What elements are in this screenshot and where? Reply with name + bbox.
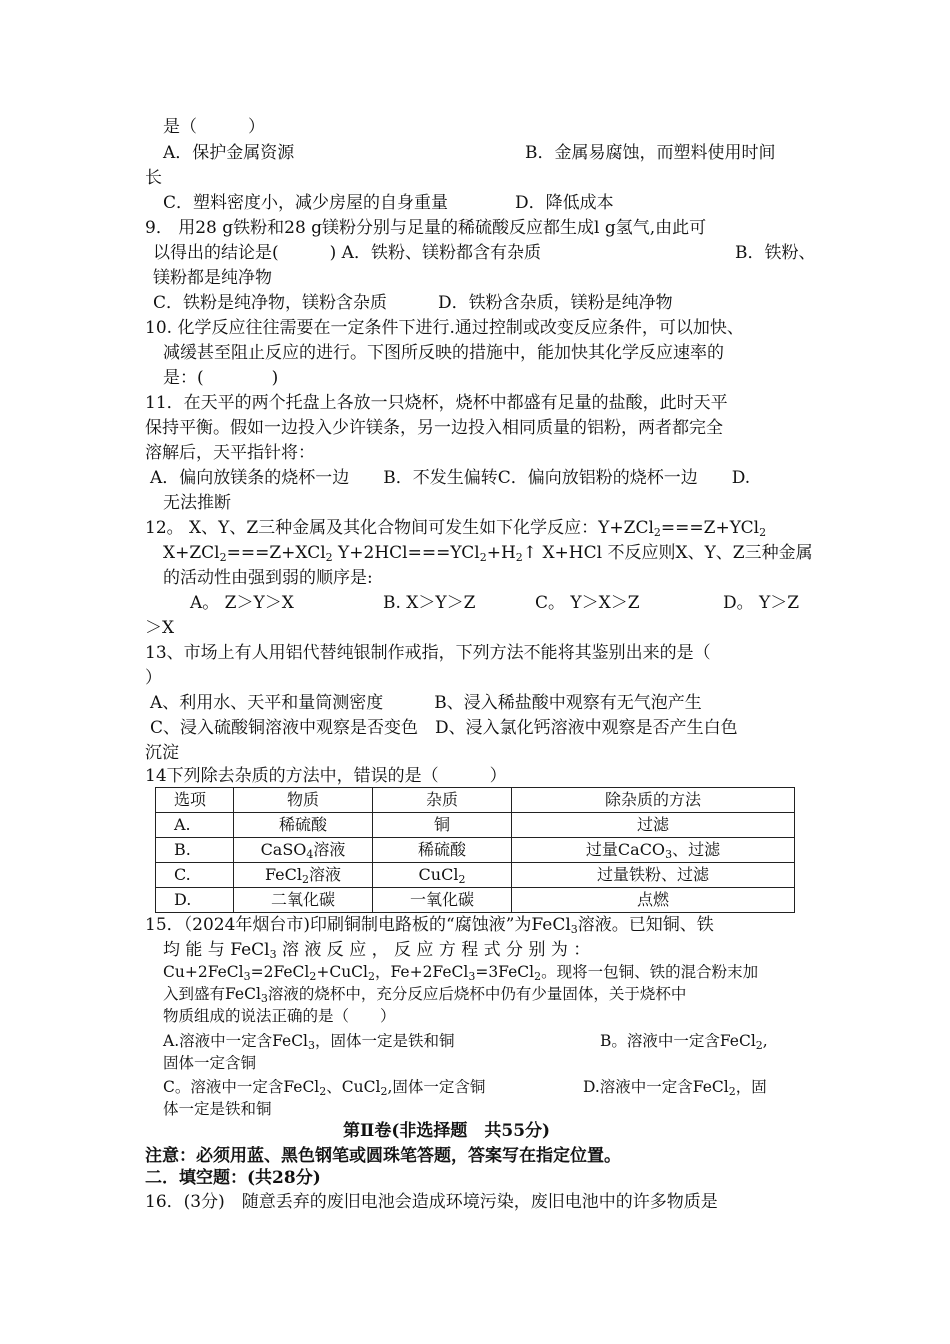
q14-table [155,787,795,913]
q12-line3: 的活动性由强到弱的顺序是: [163,568,373,588]
q15-option-d-wrap: 体一定是铁和铜 [163,1100,272,1118]
q15-line1: 15．（2024年烟台市)印刷铜制电路板的“腐蚀液”为FeCl$_3$溶液。已知铜、铁 [145,915,714,936]
section-2-title: 第Ⅱ卷(非选择题 共55分) [343,1121,551,1141]
q11-option-d-wrap: 无法推断 [163,493,231,513]
table-header-cell: 选项 [156,788,234,813]
table-cell: 过滤 [512,813,795,838]
q9-line1: 9． 用28 g铁粉和28 g镁粉分别与足量的稀硫酸反应都生成l g氢气,由此可 [145,218,707,238]
table-cell: A. [156,813,234,838]
table-cell: CuCl$_2$ [373,863,512,888]
q9-line4: C．铁粉是纯净物，镁粉含杂质 D．铁粉含杂质，镁粉是纯净物 [153,293,673,313]
q15-option-d: D.溶液中一定含FeCl$_2$，固 [583,1078,767,1098]
q11-line3: 溶解后，天平指针将： [145,443,315,463]
q11-line2: 保持平衡。假如一边投入少许镁条，另一边投入相同质量的铝粉，两者都完全 [145,418,723,438]
table-cell: 稀硫酸 [234,813,373,838]
table-row [156,813,795,838]
table-cell: 铜 [373,813,512,838]
table-row [156,838,795,863]
table-cell: 一氧化碳 [373,888,512,913]
q9-line2: 以得出的结论是( ) A．铁粉、镁粉都含有杂质 [153,243,541,263]
q14-stem: 14下列除去杂质的方法中，错误的是（ ） [145,766,507,786]
q16-line1: 16．(3分) 随意丢弃的废旧电池会造成环境污染，废旧电池中的许多物质是 [145,1192,718,1212]
q8-option-b-wrap: 长 [145,168,162,188]
table-cell: D. [156,888,234,913]
q12-option-d: D。 Y＞Z [723,593,800,613]
q8-stem-end: 是（ ） [163,117,265,137]
q10-line2: 减缓甚至阻止反应的进行。下图所反映的措施中，能加快其化学反应速率的 [163,343,724,363]
table-header-row [156,788,795,813]
table-header-cell: 物质 [234,788,373,813]
q11-line1: 11．在天平的两个托盘上各放一只烧杯，烧杯中都盛有足量的盐酸，此时天平 [145,393,728,413]
table-header-cell: 杂质 [373,788,512,813]
table-cell: 点燃 [512,888,795,913]
q8-option-b: B．金属易腐蚀，而塑料使用时间 [525,143,776,163]
q10-line3: 是：( ) [163,368,279,388]
q12-option-d-wrap: ＞X [145,618,175,638]
q11-options: A．偏向放镁条的烧杯一边 B．不发生偏转C．偏向放铝粉的烧杯一边 D. [150,468,751,488]
table-row [156,863,795,888]
fill-in-heading: 二．填空题：(共28分) [145,1168,321,1188]
q8-option-a: A．保护金属资源 [163,143,295,163]
table-cell: 二氧化碳 [234,888,373,913]
q13-options-cd: C、浸入硫酸铜溶液中观察是否变色 D、浸入氯化钙溶液中观察是否产生白色 [150,718,738,738]
q15-line3: Cu+2FeCl$_3$=2FeCl$_2$+CuCl$_2$，Fe+2FeCl$_3$=3FeCl$_2$。现将一包铜、铁的混合粉末加 [163,963,759,983]
q15-option-b-wrap: 固体一定含铜 [163,1054,257,1072]
table-row [156,888,795,913]
q12-line2: X+ZCl$_2$===Z+XCl$_2$ $Y+2HCl===YCl_2+H_2↑$ X+HCl 不反应则X、Y、Z三种金属 [163,543,813,564]
q12-option-c: C。 Y＞X＞Z [535,593,640,613]
q13-options-ab: A、利用水、天平和量筒测密度 B、浸入稀盐酸中观察有无气泡产生 [150,693,702,713]
q9-option-b: B．铁粉、 [735,243,816,263]
table-cell: CaSO$_4$溶液 [234,838,373,863]
q10-line1: 10. 化学反应往往需要在一定条件下进行.通过控制或改变反应条件，可以加快、 [145,318,744,338]
table-cell: C. [156,863,234,888]
table-cell: 过量CaCO$_3$、过滤 [512,838,795,863]
q13-option-d-wrap: 沉淀 [145,743,179,763]
q13-line2: ） [145,668,162,688]
q12-option-a: A。 Z＞Y＞X [190,593,294,613]
table-cell: 稀硫酸 [373,838,512,863]
q8-option-d: D．降低成本 [515,193,614,213]
q15-option-c: C。溶液中一定含FeCl$_2$、CuCl$_2$,固体一定含铜 [163,1078,486,1098]
q15-line5: 物质组成的说法正确的是（ ） [163,1007,396,1025]
q15-option-b: B。溶液中一定含FeCl$_2$, [600,1032,768,1052]
table-cell: 过量铁粉、过滤 [512,863,795,888]
q12-option-b: B. X＞Y＞Z [383,593,476,613]
q13-line1: 13、市场上有人用铝代替纯银制作戒指，下列方法不能将其鉴别出来的是（ [145,643,711,663]
q8-option-c: C．塑料密度小，减少房屋的自身重量 [163,193,449,213]
table-cell: B. [156,838,234,863]
q15-option-a: A.溶液中一定含FeCl$_3$，固体一定是铁和铜 [163,1032,455,1052]
q15-line2: 均 能 与 FeCl$_3$ 溶 液 反 应 ， 反 应 方 程 式 分 别 为 ： [163,940,591,961]
q12-line1: 12。 X、Y、Z三种金属及其化合物间可发生如下化学反应：Y+ZCl$_2$===Z+YCl$_2$ [145,518,767,539]
q15-line4: 入到盛有FeCl$_3$溶液的烧杯中，充分反应后烧杯中仍有少量固体，关于烧杯中 [163,985,687,1005]
table-header-cell: 除杂质的方法 [512,788,795,813]
table-cell: FeCl$_2$溶液 [234,863,373,888]
answer-note: 注意：必须用蓝、黑色钢笔或圆珠笔答题，答案写在指定位置。 [145,1146,621,1166]
q9-line3: 镁粉都是纯净物 [153,268,272,288]
